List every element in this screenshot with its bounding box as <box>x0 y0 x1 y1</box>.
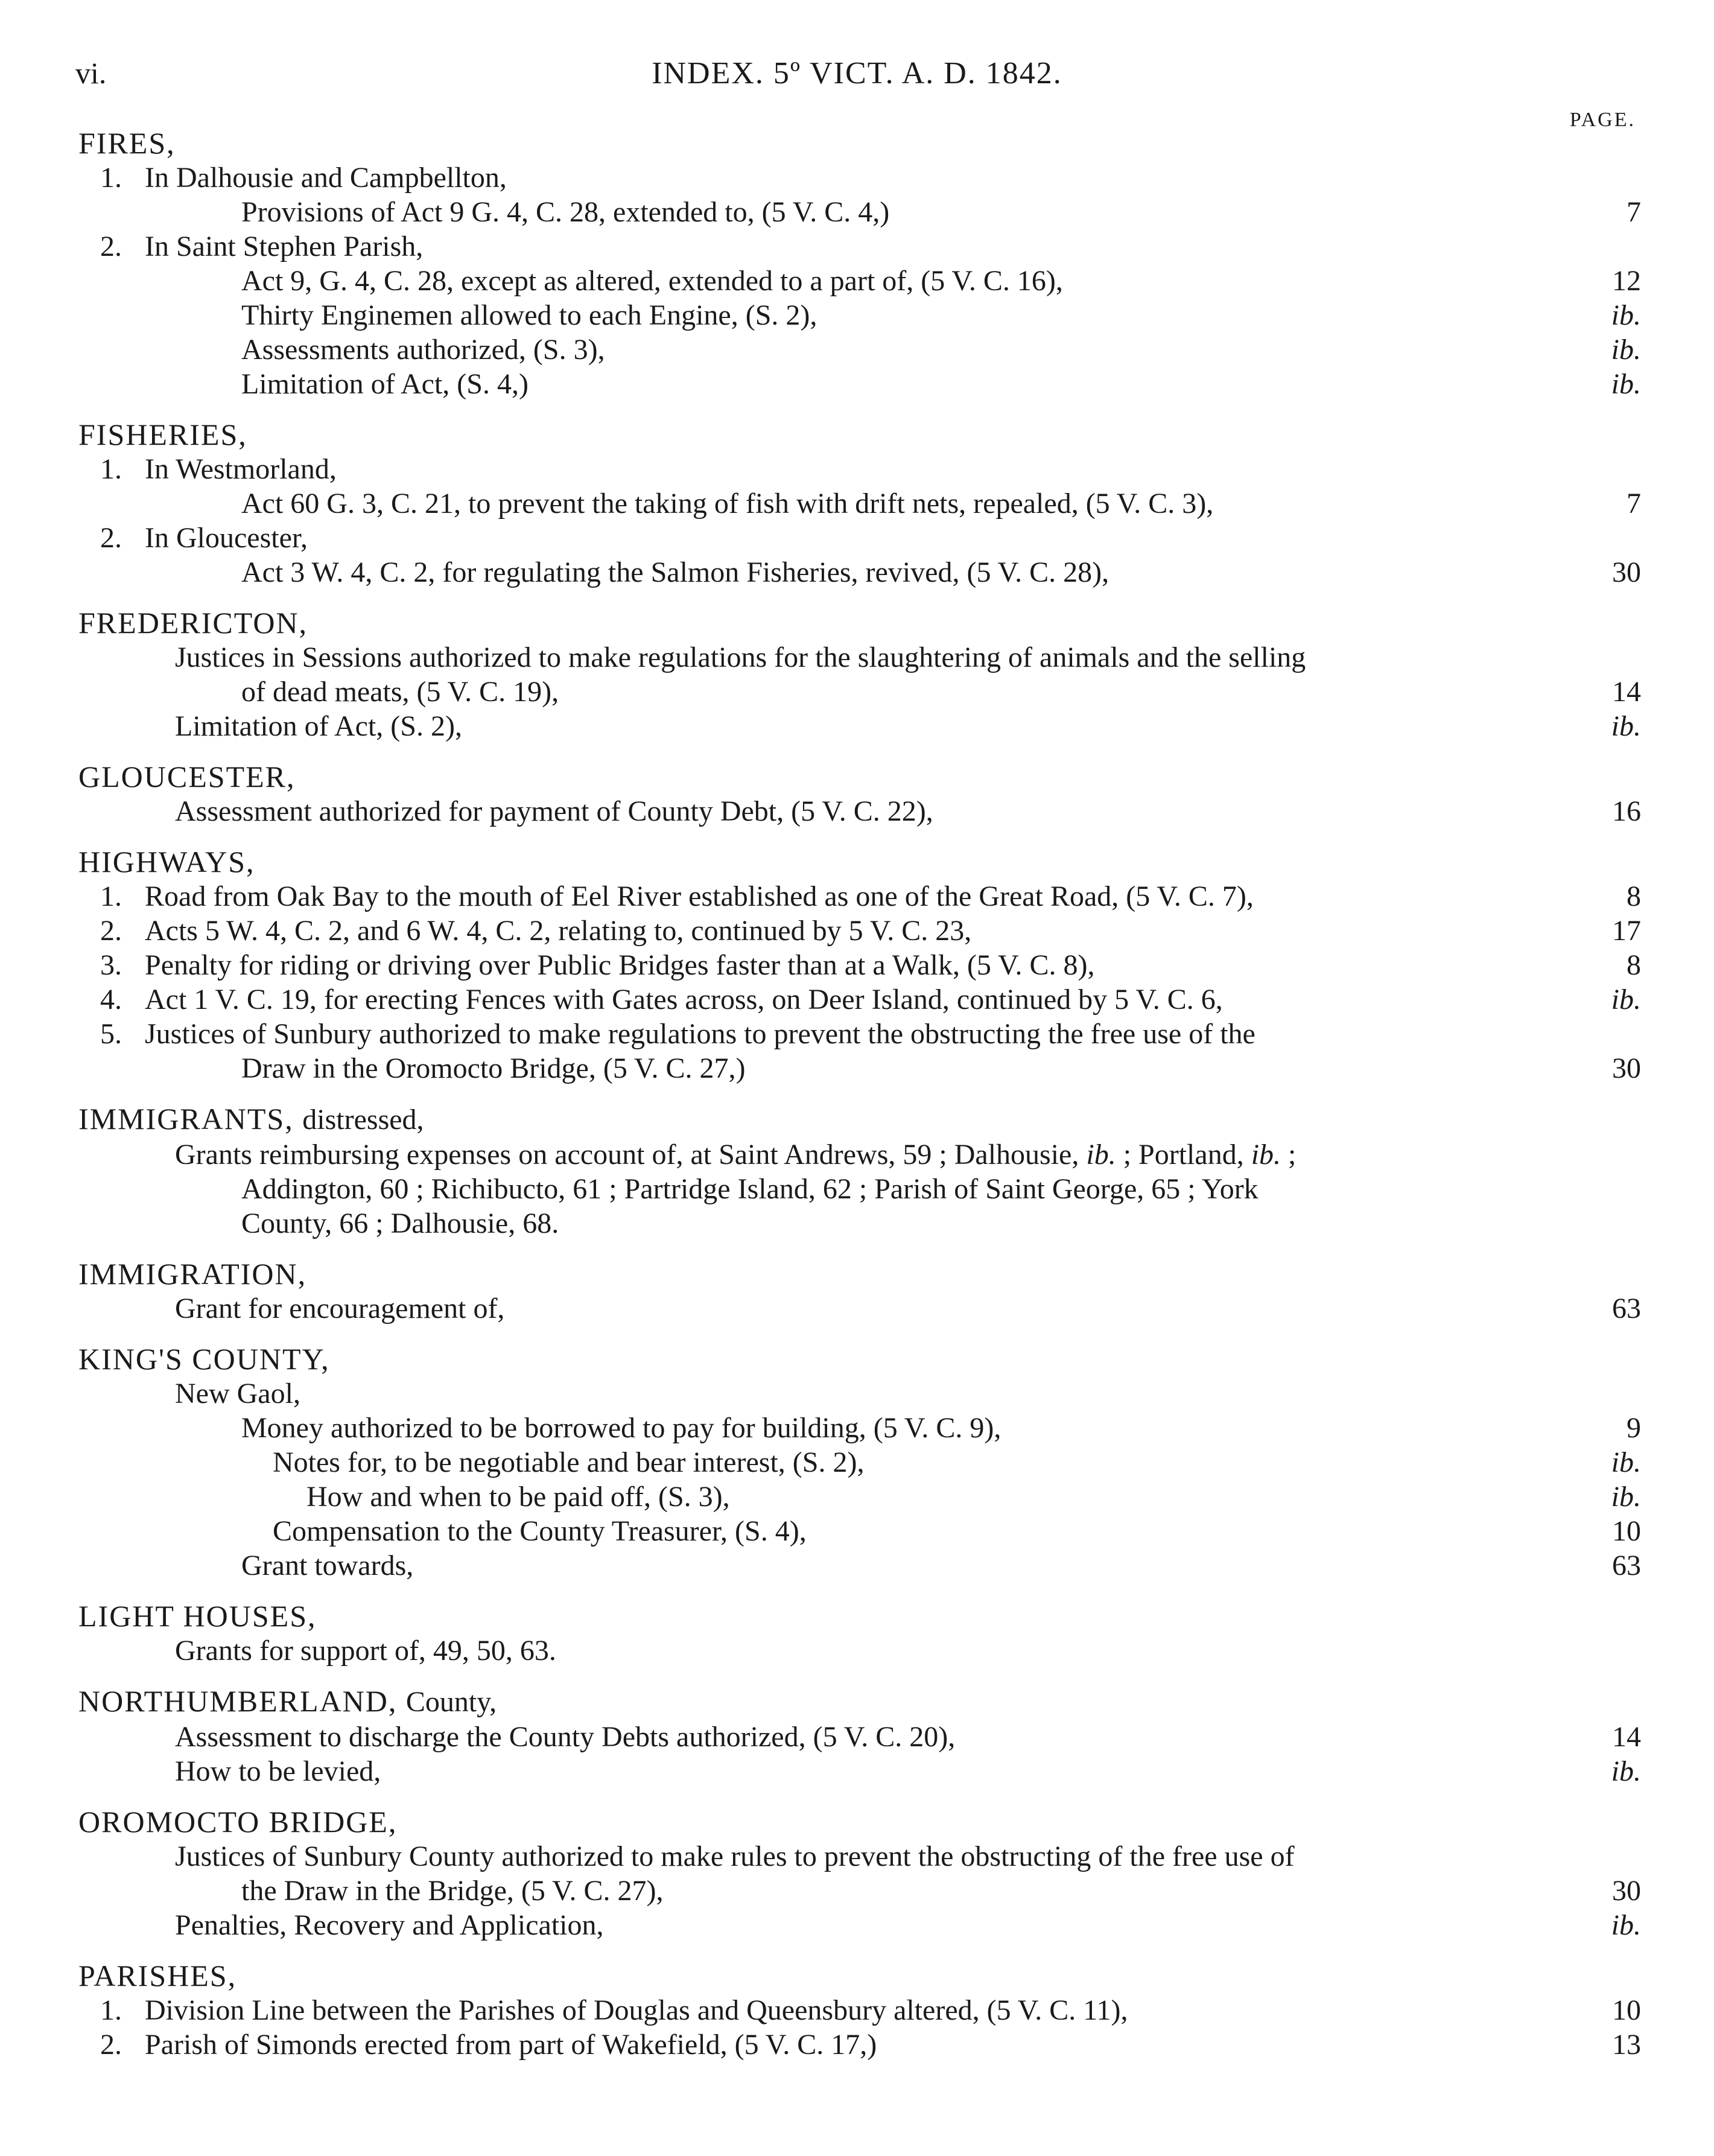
page-ref: 14 <box>1612 676 1641 708</box>
item-number: 1. <box>100 1994 122 2026</box>
index-entry <box>78 1993 1641 2027</box>
section-heading: HIGHWAYS, <box>78 845 255 879</box>
index-section-parishes <box>78 1958 1641 2062</box>
index-entry <box>78 298 1641 332</box>
page-ref: 13 <box>1612 2029 1641 2061</box>
index-entry <box>78 914 1641 948</box>
section-heading: OROMOCTO BRIDGE, <box>78 1805 398 1839</box>
page-column-label: PAGE. <box>1569 109 1636 131</box>
section-heading: PARISHES, <box>78 1959 237 1992</box>
index-entry <box>78 675 1641 709</box>
page-ref: ib. <box>1611 1755 1641 1787</box>
index-entry <box>78 264 1641 298</box>
entry-text: of dead meats, (5 V. C. 19), <box>241 676 559 708</box>
index-section-fredericton <box>78 605 1641 743</box>
page-ref: 8 <box>1627 949 1641 981</box>
item-number: 2. <box>100 915 122 947</box>
section-heading: GLOUCESTER, <box>78 760 296 793</box>
page-ref: 14 <box>1612 1721 1641 1753</box>
item-number: 2. <box>100 2029 122 2061</box>
page-ref: 9 <box>1627 1412 1641 1444</box>
index-entry <box>78 486 1641 521</box>
page-ref: 7 <box>1627 196 1641 228</box>
index-entry <box>78 1720 1641 1754</box>
section-heading <box>78 1684 1641 1720</box>
page-ref: 63 <box>1612 1550 1641 1582</box>
section-heading: LIGHT HOUSES, <box>78 1599 317 1633</box>
item-number: 5. <box>100 1018 122 1050</box>
entry-text: Grants reimbursing expenses on account of, at Saint Andrews, 59 ; Dalhousie, ib. ; Portland, ib. ; <box>175 1139 1297 1171</box>
index-entry <box>78 1291 1641 1326</box>
index-entry <box>78 709 1641 743</box>
entry-text: Division Line between the Parishes of Douglas and Queensbury altered, (5 V. C. 11), <box>145 1994 1128 2026</box>
index-entry <box>78 1411 1641 1445</box>
index-section-fisheries <box>78 417 1641 590</box>
subheading-label: In Dalhousie and Campbellton, <box>145 162 507 194</box>
entry-text: Justices of Sunbury authorized to make regulations to prevent the obstructing the free use of the <box>145 1018 1255 1050</box>
index-entry <box>78 1051 1641 1086</box>
entry-text: Notes for, to be negotiable and bear interest, (S. 2), <box>273 1446 865 1478</box>
page-ref: 7 <box>1627 488 1641 520</box>
index-entry <box>78 1445 1641 1480</box>
index-section-fires <box>78 126 1641 401</box>
item-number: 4. <box>100 984 122 1016</box>
index-section-kings-county <box>78 1341 1641 1583</box>
item-number: 2. <box>100 522 122 554</box>
entry-text: Limitation of Act, (S. 2), <box>175 710 462 742</box>
index-entry <box>78 1480 1641 1514</box>
index-entry <box>78 879 1641 914</box>
entry-text: Provisions of Act 9 G. 4, C. 28, extended to, (5 V. C. 4,) <box>241 196 890 228</box>
page-ref: 10 <box>1612 1515 1641 1547</box>
item-number: 3. <box>100 949 122 981</box>
entry-text: Assessment to discharge the County Debts authorized, (5 V. C. 20), <box>175 1721 956 1753</box>
page-ref: ib. <box>1611 334 1641 366</box>
index-entry <box>78 948 1641 982</box>
subheading-label: In Saint Stephen Parish, <box>145 231 424 262</box>
page-ref: 16 <box>1612 795 1641 827</box>
entry-text: Penalties, Recovery and Application, <box>175 1909 604 1941</box>
subheading <box>78 452 1641 486</box>
index-entry <box>78 332 1641 367</box>
index-entry <box>78 367 1641 401</box>
entry-text: Grant towards, <box>241 1550 414 1582</box>
subheading-label: In Gloucester, <box>145 522 308 554</box>
page-number: vi. <box>75 56 107 90</box>
item-number: 1. <box>100 162 122 194</box>
page-ref: ib. <box>1611 984 1641 1016</box>
subheading-label: In Westmorland, <box>145 453 337 485</box>
index-entry <box>78 555 1641 590</box>
index-section-immigrants <box>78 1101 1641 1241</box>
entry-text: Act 3 W. 4, C. 2, for regulating the Salmon Fisheries, revived, (5 V. C. 28), <box>241 556 1109 588</box>
index-section-highways <box>78 844 1641 1086</box>
entry-text: Addington, 60 ; Richibucto, 61 ; Partridge Island, 62 ; Parish of Saint George, 65 ; York <box>241 1173 1259 1205</box>
index-section-light-houses <box>78 1598 1641 1668</box>
entry-text: the Draw in the Bridge, (5 V. C. 27), <box>241 1875 664 1907</box>
entry-text: Assessments authorized, (S. 3), <box>241 334 605 366</box>
item-number: 1. <box>100 453 122 485</box>
index-section-gloucester <box>78 759 1641 828</box>
section-heading: KING'S COUNTY, <box>78 1342 330 1376</box>
entry-text: Grant for encouragement of, <box>175 1293 505 1324</box>
index-entries <box>78 126 1641 2078</box>
index-entry <box>78 982 1641 1017</box>
index-entry <box>78 794 1641 828</box>
entry-text: Thirty Enginemen allowed to each Engine, (S. 2), <box>241 299 817 331</box>
heading-suffix: County, <box>405 1686 497 1718</box>
index-section-immigration <box>78 1256 1641 1326</box>
heading-suffix: distressed, <box>302 1104 424 1136</box>
entry-text: Draw in the Oromocto Bridge, (5 V. C. 27,) <box>241 1052 746 1084</box>
entry-text: Acts 5 W. 4, C. 2, and 6 W. 4, C. 2, relating to, continued by 5 V. C. 23, <box>145 915 972 947</box>
page-ref: ib. <box>1611 368 1641 400</box>
running-header <box>0 56 1714 104</box>
index-entry <box>78 1754 1641 1789</box>
page-title: INDEX. 5º VICT. A. D. 1842. <box>652 56 1062 91</box>
page-ref: 30 <box>1612 1875 1641 1907</box>
entry-text: Road from Oak Bay to the mouth of Eel River established as one of the Great Road, (5 V. C. 7), <box>145 880 1254 912</box>
item-number: 2. <box>100 231 122 262</box>
entry-text: Justices of Sunbury County authorized to make rules to prevent the obstructing of the free use of <box>175 1840 1295 1872</box>
page-ref: 10 <box>1612 1994 1641 2026</box>
heading-label: NORTHUMBERLAND, <box>78 1684 398 1718</box>
entry-text: Act 60 G. 3, C. 21, to prevent the taking of fish with drift nets, repealed, (5 V. C. 3), <box>241 488 1214 520</box>
entry-text: Compensation to the County Treasurer, (S. 4), <box>273 1515 807 1547</box>
entry-text: Assessment authorized for payment of County Debt, (5 V. C. 22), <box>175 795 933 827</box>
entry-text: Act 9, G. 4, C. 28, except as altered, extended to a part of, (5 V. C. 16), <box>241 265 1063 297</box>
entry-text: Penalty for riding or driving over Public Bridges faster than at a Walk, (5 V. C. 8), <box>145 949 1095 981</box>
index-entry <box>78 195 1641 229</box>
entry-text: County, 66 ; Dalhousie, 68. <box>241 1207 559 1239</box>
index-section-oromocto-bridge <box>78 1804 1641 1942</box>
page-ref: 8 <box>1627 880 1641 912</box>
page-ref: 30 <box>1612 556 1641 588</box>
index-entry <box>78 1908 1641 1942</box>
section-heading: FREDERICTON, <box>78 606 308 640</box>
subheading <box>78 229 1641 264</box>
index-entry <box>78 2027 1641 2062</box>
index-entry <box>78 1548 1641 1583</box>
item-number: 1. <box>100 880 122 912</box>
entry-text: Grants for support of, 49, 50, 63. <box>175 1635 556 1667</box>
index-entry <box>78 1514 1641 1548</box>
entry-text: Limitation of Act, (S. 4,) <box>241 368 528 400</box>
entry-text: Parish of Simonds erected from part of Wakefield, (5 V. C. 17,) <box>145 2029 877 2061</box>
subheading <box>78 521 1641 555</box>
page-ref: ib. <box>1611 1481 1641 1513</box>
section-heading <box>78 1101 1641 1137</box>
entry-text: Money authorized to be borrowed to pay for building, (5 V. C. 9), <box>241 1412 1001 1444</box>
page-ref: 17 <box>1612 915 1641 947</box>
entry-text: How and when to be paid off, (S. 3), <box>306 1481 730 1513</box>
heading-label: IMMIGRANTS, <box>78 1102 294 1136</box>
index-entry <box>78 1874 1641 1908</box>
page-ref: ib. <box>1611 299 1641 331</box>
page-ref: 63 <box>1612 1293 1641 1324</box>
subheading <box>78 161 1641 195</box>
subheading-label: New Gaol, <box>175 1378 300 1410</box>
page-ref: ib. <box>1611 710 1641 742</box>
entry-text: Act 1 V. C. 19, for erecting Fences with Gates across, on Deer Island, continued by 5 V. C. 6, <box>145 984 1223 1016</box>
page-ref: ib. <box>1611 1909 1641 1941</box>
page-ref: 12 <box>1612 265 1641 297</box>
index-section-northumberland <box>78 1684 1641 1789</box>
section-heading: FIRES, <box>78 126 176 160</box>
page-ref: 30 <box>1612 1052 1641 1084</box>
section-heading: IMMIGRATION, <box>78 1257 307 1291</box>
index-entry <box>78 1017 1641 1051</box>
section-heading: FISHERIES, <box>78 418 247 451</box>
entry-text: How to be levied, <box>175 1755 381 1787</box>
page-ref: ib. <box>1611 1446 1641 1478</box>
entry-text: Justices in Sessions authorized to make regulations for the slaughtering of animals and the selling <box>175 641 1306 673</box>
